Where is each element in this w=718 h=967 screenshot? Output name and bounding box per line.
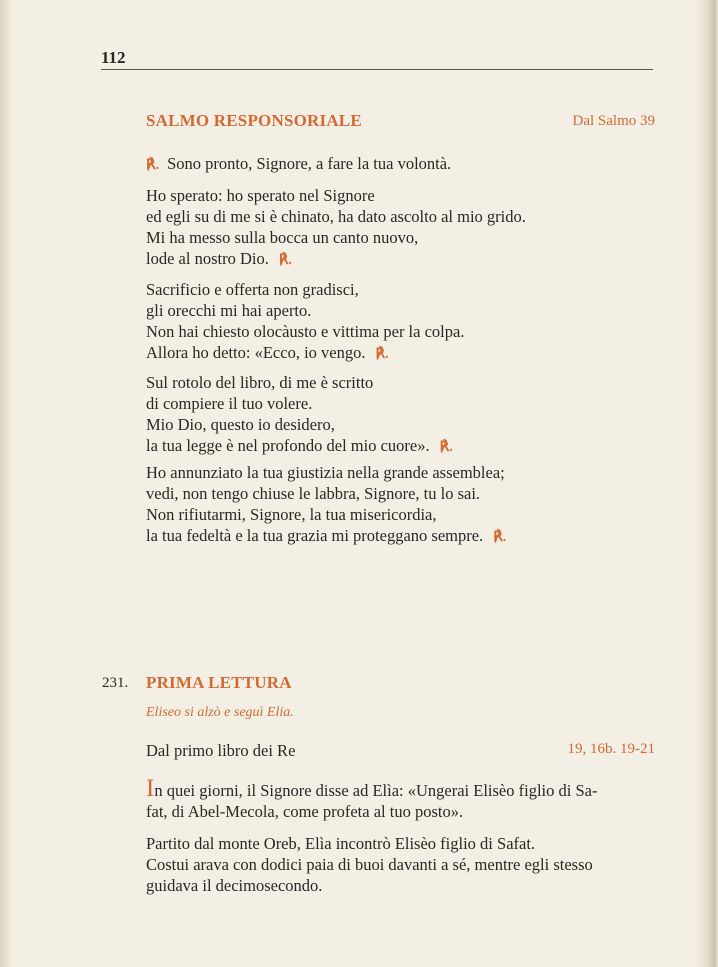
stanza-line: la tua fedeltà e la tua grazia mi proteggano sempre. [146, 526, 484, 545]
stanza-line: ed egli su di me si è chinato, ha dato ascolto al mio grido. [146, 207, 526, 226]
stanza-line: gli orecchi mi hai aperto. [146, 301, 312, 320]
stanza-line: Sacrificio e offerta non gradisci, [146, 280, 359, 299]
stanza-line: vedi, non tengo chiuse le labbra, Signore, tu lo sai. [146, 484, 481, 503]
paragraph-line: guidava il decimosecondo. [146, 876, 323, 895]
reading-subtitle: Eliseo si alzò e seguì Elia. [146, 705, 294, 720]
paragraph-line: Costui arava con dodici paia di buoi davanti a sé, mentre egli stesso [146, 855, 593, 874]
stanza-line: di compiere il tuo volere. [146, 394, 313, 413]
psalm-source: Dal Salmo 39 [572, 113, 655, 129]
psalm-stanza-3 [146, 372, 453, 458]
paragraph-line: fat, di Abel-Mecola, come profeta al tuo posto». [146, 802, 464, 821]
stanza-line: la tua legge è nel profondo del mio cuore». [146, 436, 430, 455]
psalm-response [146, 153, 451, 176]
response-symbol: ℟. [278, 253, 292, 268]
reading-title: PRIMA LETTURA [146, 673, 292, 692]
stanza-line: Sul rotolo del libro, di me è scritto [146, 373, 374, 392]
page-number: 112 [101, 48, 126, 67]
stanza-line: Mi ha messo sulla bocca un canto nuovo, [146, 228, 419, 247]
stanza-line: Mio Dio, questo io desidero, [146, 415, 335, 434]
response-symbol: ℟. [375, 347, 389, 362]
stanza-line: Non hai chiesto olocàusto e vittima per la colpa. [146, 322, 465, 341]
stanza-line: Ho annunziato la tua giustizia nella grande assemblea; [146, 463, 505, 482]
reading-paragraph-2 [146, 833, 593, 896]
psalm-stanza-2 [146, 279, 464, 365]
psalm-title: SALMO RESPONSORIALE [146, 111, 362, 130]
reading-reference: 19, 16b. 19-21 [567, 741, 655, 757]
response-text: Sono pronto, Signore, a fare la tua volontà. [167, 154, 452, 173]
drop-cap: I [146, 775, 155, 802]
reading-number: 231. [102, 675, 129, 691]
psalm-stanza-4 [146, 462, 506, 548]
page-edge-right [696, 0, 718, 967]
stanza-line: Allora ho detto: «Ecco, io vengo. [146, 343, 366, 362]
header-rule [101, 69, 653, 70]
reading-book: Dal primo libro dei Re [146, 741, 296, 760]
stanza-line: Ho sperato: ho sperato nel Signore [146, 186, 375, 205]
stanza-line: lode al nostro Dio. [146, 249, 269, 268]
response-symbol: ℟. [439, 440, 453, 455]
response-symbol: ℟. [146, 158, 160, 173]
response-symbol: ℟. [493, 530, 507, 545]
stanza-line: Non rifiutarmi, Signore, la tua misericordia, [146, 505, 437, 524]
paragraph-line: n quei giorni, il Signore disse ad Elìa: «Ungerai Elisèo figlio di Sa- [154, 781, 598, 800]
paragraph-line: Partito dal monte Oreb, Elìa incontrò Elisèo figlio di Safat. [146, 834, 536, 853]
page-edge-left [0, 0, 14, 967]
reading-paragraph-1 [146, 775, 598, 822]
psalm-stanza-1 [146, 185, 526, 271]
